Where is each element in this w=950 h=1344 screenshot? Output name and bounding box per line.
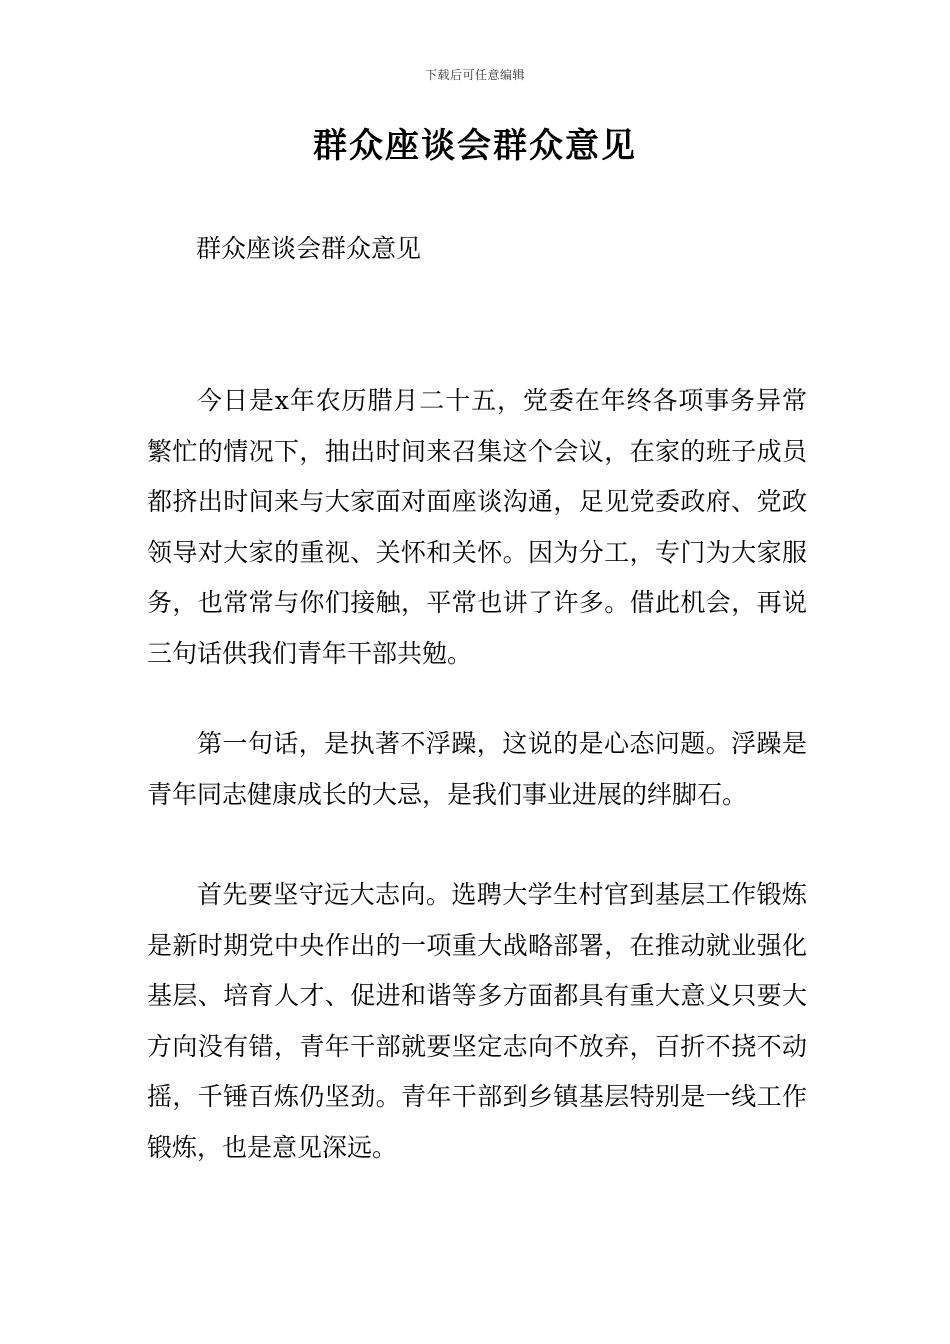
paragraph-1: 今日是x年农历腊月二十五，党委在年终各项事务异常繁忙的情况下，抽出时间来召集这个会议，在家的班子成员都挤出时间来与大家面对面座谈沟通，足见党委政府、党政领导对大家的重视、关怀和关怀。因为分工，专门为大家服务，也常常与你们接触，平常也讲了许多。借此机会，再说三句话供我们青年干部共勉。: [147, 386, 807, 668]
paragraph-2: 第一句话，是执著不浮躁，这说的是心态问题。浮躁是青年同志健康成长的大忌，是我们事业进展的绊脚石。: [147, 729, 807, 809]
document-title: 群众座谈会群众意见: [313, 126, 637, 166]
paragraph-3: 首先要坚守远大志向。选聘大学生村官到基层工作锻炼是新时期党中央作出的一项重大战略部署，在推动就业强化基层、培育人才、促进和谐等多方面都具有重大意义只要大方向没有错，青年干部就要坚定志向不放弃，百折不挠不动摇，千锤百炼仍坚劲。青年干部到乡镇基层特别是一线工作锻炼，也是意见深远。: [147, 880, 807, 1162]
document-subtitle: 群众座谈会群众意见: [196, 234, 422, 263]
header-note: 下载后可任意编辑: [424, 68, 525, 82]
